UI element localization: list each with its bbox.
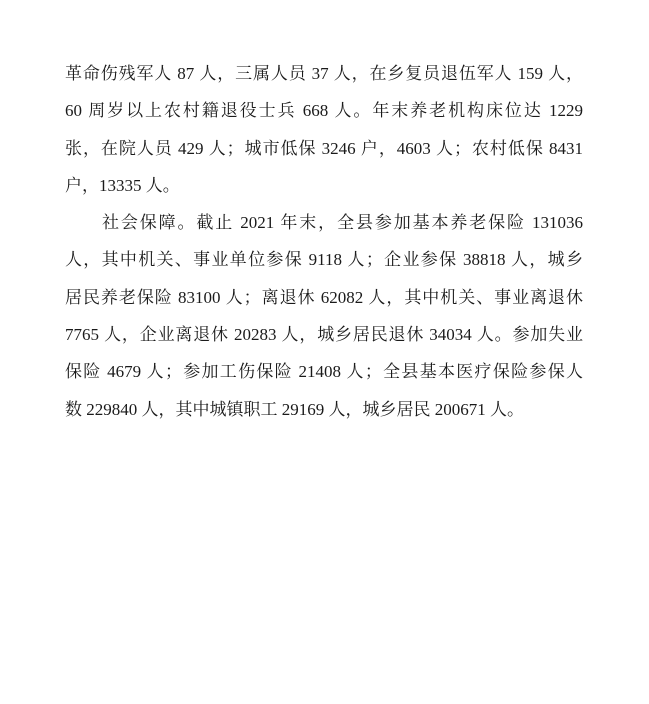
text-line: 社会保障。截止 2021 年末，全县参加基本养老保险 131036 (102, 213, 583, 233)
text-line: 居民养老保险 83100 人；离退休 62082 人，其中机关、事业离退休 (65, 287, 583, 307)
paragraph (65, 55, 583, 204)
paragraph (65, 204, 583, 428)
text-line: 人，其中机关、事业单位参保 9118 人；企业参保 38818 人，城乡 (65, 250, 583, 270)
text-line: 保险 4679 人；参加工伤保险 21408 人；全县基本医疗保险参保人 (65, 362, 583, 382)
text-block (65, 55, 583, 428)
text-line: 张，在院人员 429 人；城市低保 3246 户，4603 人；农村低保 8431 (65, 138, 583, 158)
text-line: 户，13335 人。 (65, 175, 180, 195)
text-line: 革命伤残军人 87 人，三属人员 37 人，在乡复员退伍军人 159 人， (65, 64, 583, 83)
text-line: 60 周岁以上农村籍退役士兵 668 人。年末养老机构床位达 1229 (65, 101, 583, 121)
text-line: 数 229840 人，其中城镇职工 29169 人，城乡居民 200671 人。 (65, 399, 524, 419)
text-line: 7765 人，企业离退休 20283 人，城乡居民退休 34034 人。参加失业 (65, 325, 583, 345)
